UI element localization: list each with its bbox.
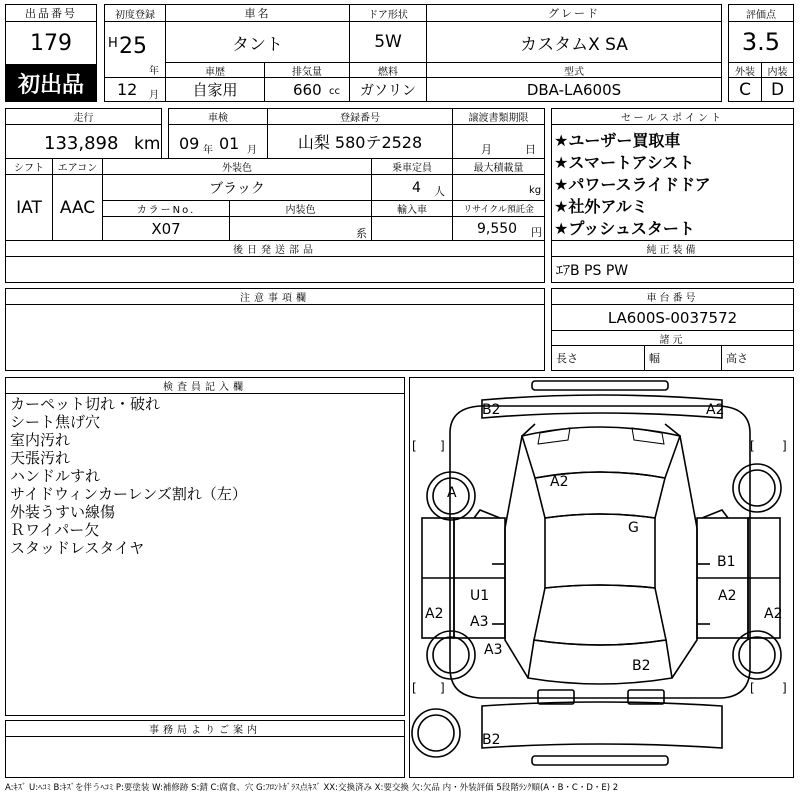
bracket: [ — [750, 681, 755, 695]
equipment: ｴｱB PS PW — [551, 256, 794, 283]
inspector-line: ハンドルすれ — [10, 467, 101, 485]
sales-point-item: ★スマートアシスト — [554, 153, 695, 172]
capacity: 4 — [412, 180, 421, 196]
ext-grade-label: 外装 — [728, 62, 762, 78]
transfer-box — [452, 124, 545, 159]
transfer-label: 譲渡書類期限 — [452, 108, 545, 125]
recycle-label: リサイクル預託金 — [452, 200, 545, 217]
grade: カスタムX SA — [426, 21, 722, 63]
dims-label: 諸元 — [551, 330, 794, 346]
mileage-unit: km — [134, 134, 161, 154]
car-outline-svg — [410, 378, 793, 777]
later-parts-box — [5, 256, 545, 283]
grade-label: グレード — [426, 4, 722, 22]
inspection-year: 09 — [179, 134, 200, 153]
damage-mark: A2 — [764, 606, 783, 622]
reg-year: 25 — [119, 34, 147, 59]
first-listing-badge: 初出品 — [5, 64, 97, 102]
ext-color-label: 外装色 — [102, 158, 372, 175]
sales-point-item: ★社外アルミ — [554, 197, 648, 216]
bracket: [ — [750, 439, 755, 453]
damage-mark: B2 — [482, 732, 501, 748]
score: 3.5 — [728, 21, 794, 63]
capacity-label: 乗車定員 — [371, 158, 453, 175]
sales-points-box — [551, 124, 794, 241]
damage-diagram — [409, 377, 794, 778]
inspection-box — [168, 124, 268, 159]
mileage: 133,898 — [44, 133, 119, 154]
bracket: ] — [782, 681, 787, 695]
plate-label: 登録番号 — [267, 108, 453, 125]
model-label: 型式 — [426, 62, 722, 78]
sales-point-item: ★プッシュスタート — [554, 219, 695, 238]
inspector-line: 外装うすい線傷 — [10, 503, 116, 521]
int-grade-label: 内装 — [761, 62, 794, 78]
bracket: ] — [782, 439, 787, 453]
transfer-month: 月 — [481, 143, 492, 156]
lot-no: 179 — [5, 21, 97, 65]
damage-mark: A2 — [706, 402, 725, 418]
recycle-box — [452, 216, 545, 241]
door-type: 5W — [349, 21, 427, 63]
sales-point-item: ★ユーザー買取車 — [554, 131, 681, 150]
door-label: ドア形状 — [349, 4, 427, 22]
recycle-unit: 円 — [531, 226, 542, 239]
ac: AAC — [52, 174, 103, 241]
shift: IAT — [5, 174, 53, 241]
ext-grade: C — [728, 77, 762, 102]
damage-mark: A3 — [484, 642, 503, 658]
fuel: ガソリン — [349, 77, 427, 102]
bracket: [ — [412, 439, 417, 453]
office-label: 事務局よりご案内 — [5, 720, 405, 737]
capacity-unit: 人 — [434, 185, 445, 198]
recycle-fee: 9,550 — [477, 221, 518, 237]
year-unit: 年 — [149, 66, 159, 77]
damage-mark: A2 — [425, 606, 444, 622]
later-parts-label: 後日発送部品 — [5, 240, 545, 257]
displacement: 660 — [293, 81, 322, 99]
model: DBA-LA600S — [426, 77, 722, 102]
sales-point-item: ★パワースライドドア — [554, 175, 711, 194]
int-color-unit: 系 — [356, 227, 367, 240]
damage-mark: B2 — [632, 658, 651, 674]
shift-label: シフト — [5, 158, 53, 175]
damage-mark: B1 — [717, 554, 736, 570]
plate: 山梨 580テ2528 — [267, 124, 453, 159]
displacement-label: 排気量 — [264, 62, 350, 78]
bracket: ] — [440, 439, 445, 453]
era: H — [108, 36, 118, 51]
bracket: ] — [440, 681, 445, 695]
inspector-line: サイドウィンカーレンズ割れ（左） — [10, 485, 247, 503]
inspection-month-unit: 月 — [247, 145, 257, 156]
inspection-year-unit: 年 — [203, 145, 213, 156]
damage-mark: G — [628, 520, 639, 536]
inspection-month: 01 — [219, 134, 240, 153]
inspector-line: スタッドレスタイヤ — [10, 539, 145, 557]
load-unit: kg — [529, 185, 542, 196]
damage-mark: B2 — [482, 402, 501, 418]
fuel-label: 燃料 — [349, 62, 427, 78]
history: 自家用 — [165, 77, 265, 102]
dim-height: 高さ — [721, 345, 794, 371]
color-no-label: カラーNo. — [102, 200, 230, 217]
import-value — [371, 216, 453, 241]
chassis-label: 車台番号 — [551, 288, 794, 305]
notes-label: 注意事項欄 — [5, 288, 545, 305]
chassis-number: LA600S-0037572 — [551, 304, 794, 331]
dim-length: 長さ — [551, 345, 645, 371]
int-color-label: 内装色 — [229, 200, 372, 217]
inspector-box — [5, 393, 405, 716]
reg-month-box — [104, 77, 166, 102]
inspector-line: Ｒワイパー欠 — [10, 521, 100, 539]
dim-width: 幅 — [644, 345, 722, 371]
inspection-label: 車検 — [168, 108, 268, 125]
ac-label: エアコン — [52, 158, 103, 175]
first-reg-label: 初度登録 — [104, 4, 166, 22]
load-label: 最大積載量 — [452, 158, 545, 175]
damage-mark: A3 — [470, 614, 489, 630]
sales-points-label: セールスポイント — [551, 108, 794, 125]
damage-mark: A — [447, 485, 457, 501]
notes-box — [5, 304, 545, 371]
int-grade: D — [761, 77, 794, 102]
equipment-label: 純正装備 — [551, 240, 794, 257]
inspector-line: 天張汚れ — [10, 449, 71, 467]
car-name: タント — [165, 21, 350, 63]
legend-footer: A:ｷｽﾞ U:ﾍｺﾐ B:ｷｽﾞを伴うﾍｺﾐ P:要塗装 W:補修跡 S:錆 C:腐食、穴 G:ﾌﾛﾝﾄｶﾞﾗｽ点ｷｽﾞ XX:交換済み X:要交換 欠:欠品 内・外装評価 5段階ﾗﾝｸ順(A・B・C・D・E) 2 — [5, 783, 619, 793]
office-box — [5, 736, 405, 778]
transfer-day: 日 — [525, 143, 536, 156]
inspector-line: カーペット切れ・破れ — [10, 395, 161, 413]
month-unit: 月 — [149, 90, 159, 101]
mileage-label: 走行 — [5, 108, 162, 125]
int-color-box — [229, 216, 372, 241]
first-reg-box — [104, 21, 166, 78]
reg-month: 12 — [117, 80, 138, 99]
damage-mark: U1 — [470, 588, 490, 604]
score-label: 評価点 — [728, 4, 794, 22]
inspector-line: 室内汚れ — [10, 431, 71, 449]
import-label: 輸入車 — [371, 200, 453, 217]
displacement-box — [264, 77, 350, 102]
damage-mark: A2 — [718, 588, 737, 604]
load-box — [452, 174, 545, 201]
ext-color: ブラック — [102, 174, 372, 201]
history-label: 車歴 — [165, 62, 265, 78]
damage-mark: A2 — [550, 474, 569, 490]
car-name-label: 車名 — [165, 4, 350, 22]
bracket: [ — [412, 681, 417, 695]
color-no: X07 — [102, 216, 230, 241]
lot-no-label: 出品番号 — [5, 4, 97, 22]
displacement-unit: cc — [329, 86, 340, 97]
inspector-line: シート焦げ穴 — [10, 413, 101, 431]
capacity-box — [371, 174, 453, 201]
mileage-box — [5, 124, 162, 159]
inspector-label: 検査員記入欄 — [5, 377, 405, 394]
